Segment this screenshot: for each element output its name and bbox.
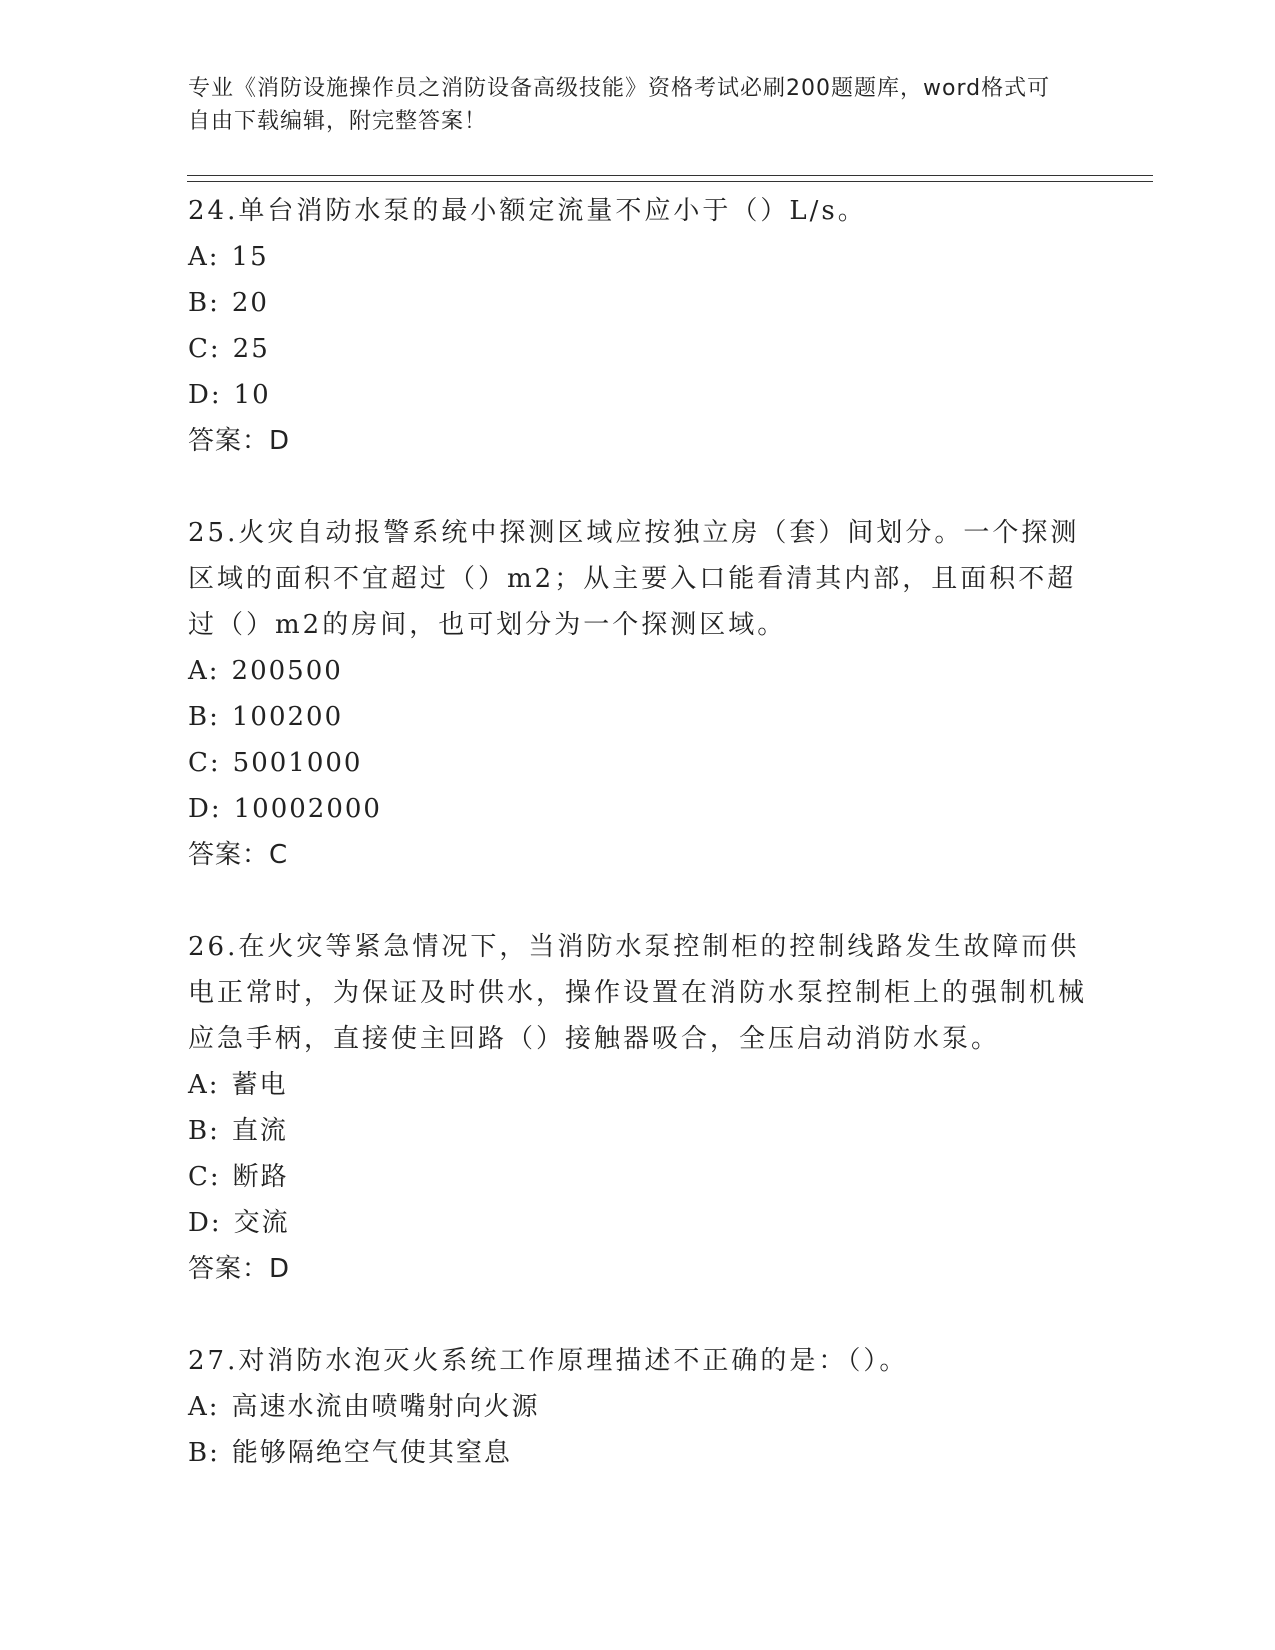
option-letter: B: (188, 702, 220, 732)
option-letter: D: (188, 794, 222, 824)
option-text: 25 (232, 334, 270, 364)
question-stem: 27.对消防水泡灭火系统工作原理描述不正确的是：（）。 (188, 1346, 909, 1376)
option-letter: A: (188, 242, 220, 272)
option-a (188, 1062, 1088, 1108)
option-b (188, 280, 1088, 326)
option-letter: B: (188, 1116, 220, 1146)
answer-line: 答案：C (188, 840, 289, 870)
option-letter: C: (188, 334, 221, 364)
option-b (188, 694, 1088, 740)
option-text: 20 (231, 288, 269, 318)
option-d (188, 372, 1088, 418)
option-text: 10 (233, 380, 271, 410)
option-text: 10002000 (233, 794, 382, 824)
option-letter: D: (188, 380, 222, 410)
question-stem: 25.火灾自动报警系统中探测区域应按独立房（套）间划分。一个探测区域的面积不宜超过（）m2；从主要入口能看清其内部，且面积不超过（）m2的房间，也可划分为一个探测区域。 (188, 518, 1080, 640)
option-text: 蓄电 (231, 1070, 288, 1100)
question-24 (188, 188, 1088, 464)
option-letter: D: (188, 1208, 222, 1238)
option-b (188, 1430, 1088, 1476)
answer-line: 答案：D (188, 1254, 291, 1284)
option-letter: B: (188, 1438, 220, 1468)
option-letter: A: (188, 1070, 220, 1100)
option-b (188, 1108, 1088, 1154)
option-text: 5001000 (232, 748, 363, 778)
option-text: 直流 (231, 1116, 288, 1146)
option-d (188, 1200, 1088, 1246)
option-letter: C: (188, 1162, 221, 1192)
option-letter: A: (188, 656, 220, 686)
option-text: 200500 (231, 656, 343, 686)
option-a (188, 234, 1088, 280)
document-header: 专业《消防设施操作员之消防设备高级技能》资格考试必刷200题题库，word格式可自由下载编辑，附完整答案！ (188, 76, 1051, 134)
option-a (188, 648, 1088, 694)
option-c (188, 326, 1088, 372)
answer-line: 答案：D (188, 426, 291, 456)
question-27 (188, 1338, 1088, 1476)
question-26 (188, 924, 1088, 1292)
option-d (188, 786, 1088, 832)
option-letter: B: (188, 288, 220, 318)
option-text: 高速水流由喷嘴射向火源 (231, 1392, 540, 1422)
option-text: 15 (231, 242, 269, 272)
question-list (188, 188, 1088, 1476)
question-25 (188, 510, 1088, 878)
option-text: 能够隔绝空气使其窒息 (231, 1438, 512, 1468)
question-stem: 24.单台消防水泵的最小额定流量不应小于（）L/s。 (188, 196, 867, 226)
spacer (188, 1292, 1088, 1338)
header-divider-top (187, 175, 1153, 176)
option-text: 100200 (231, 702, 344, 732)
option-c (188, 740, 1088, 786)
question-stem: 26.在火灾等紧急情况下，当消防水泵控制柜的控制线路发生故障而供电正常时，为保证及时供水，操作设置在消防水泵控制柜上的强制机械应急手柄，直接使主回路（）接触器吸合，全压启动消防水泵。 (188, 932, 1088, 1054)
option-letter: C: (188, 748, 221, 778)
option-text: 交流 (233, 1208, 290, 1238)
option-a (188, 1384, 1088, 1430)
option-text: 断路 (232, 1162, 289, 1192)
spacer (188, 878, 1088, 924)
spacer (188, 464, 1088, 510)
option-letter: A: (188, 1392, 220, 1422)
header-divider-bottom (187, 181, 1153, 182)
option-c (188, 1154, 1088, 1200)
